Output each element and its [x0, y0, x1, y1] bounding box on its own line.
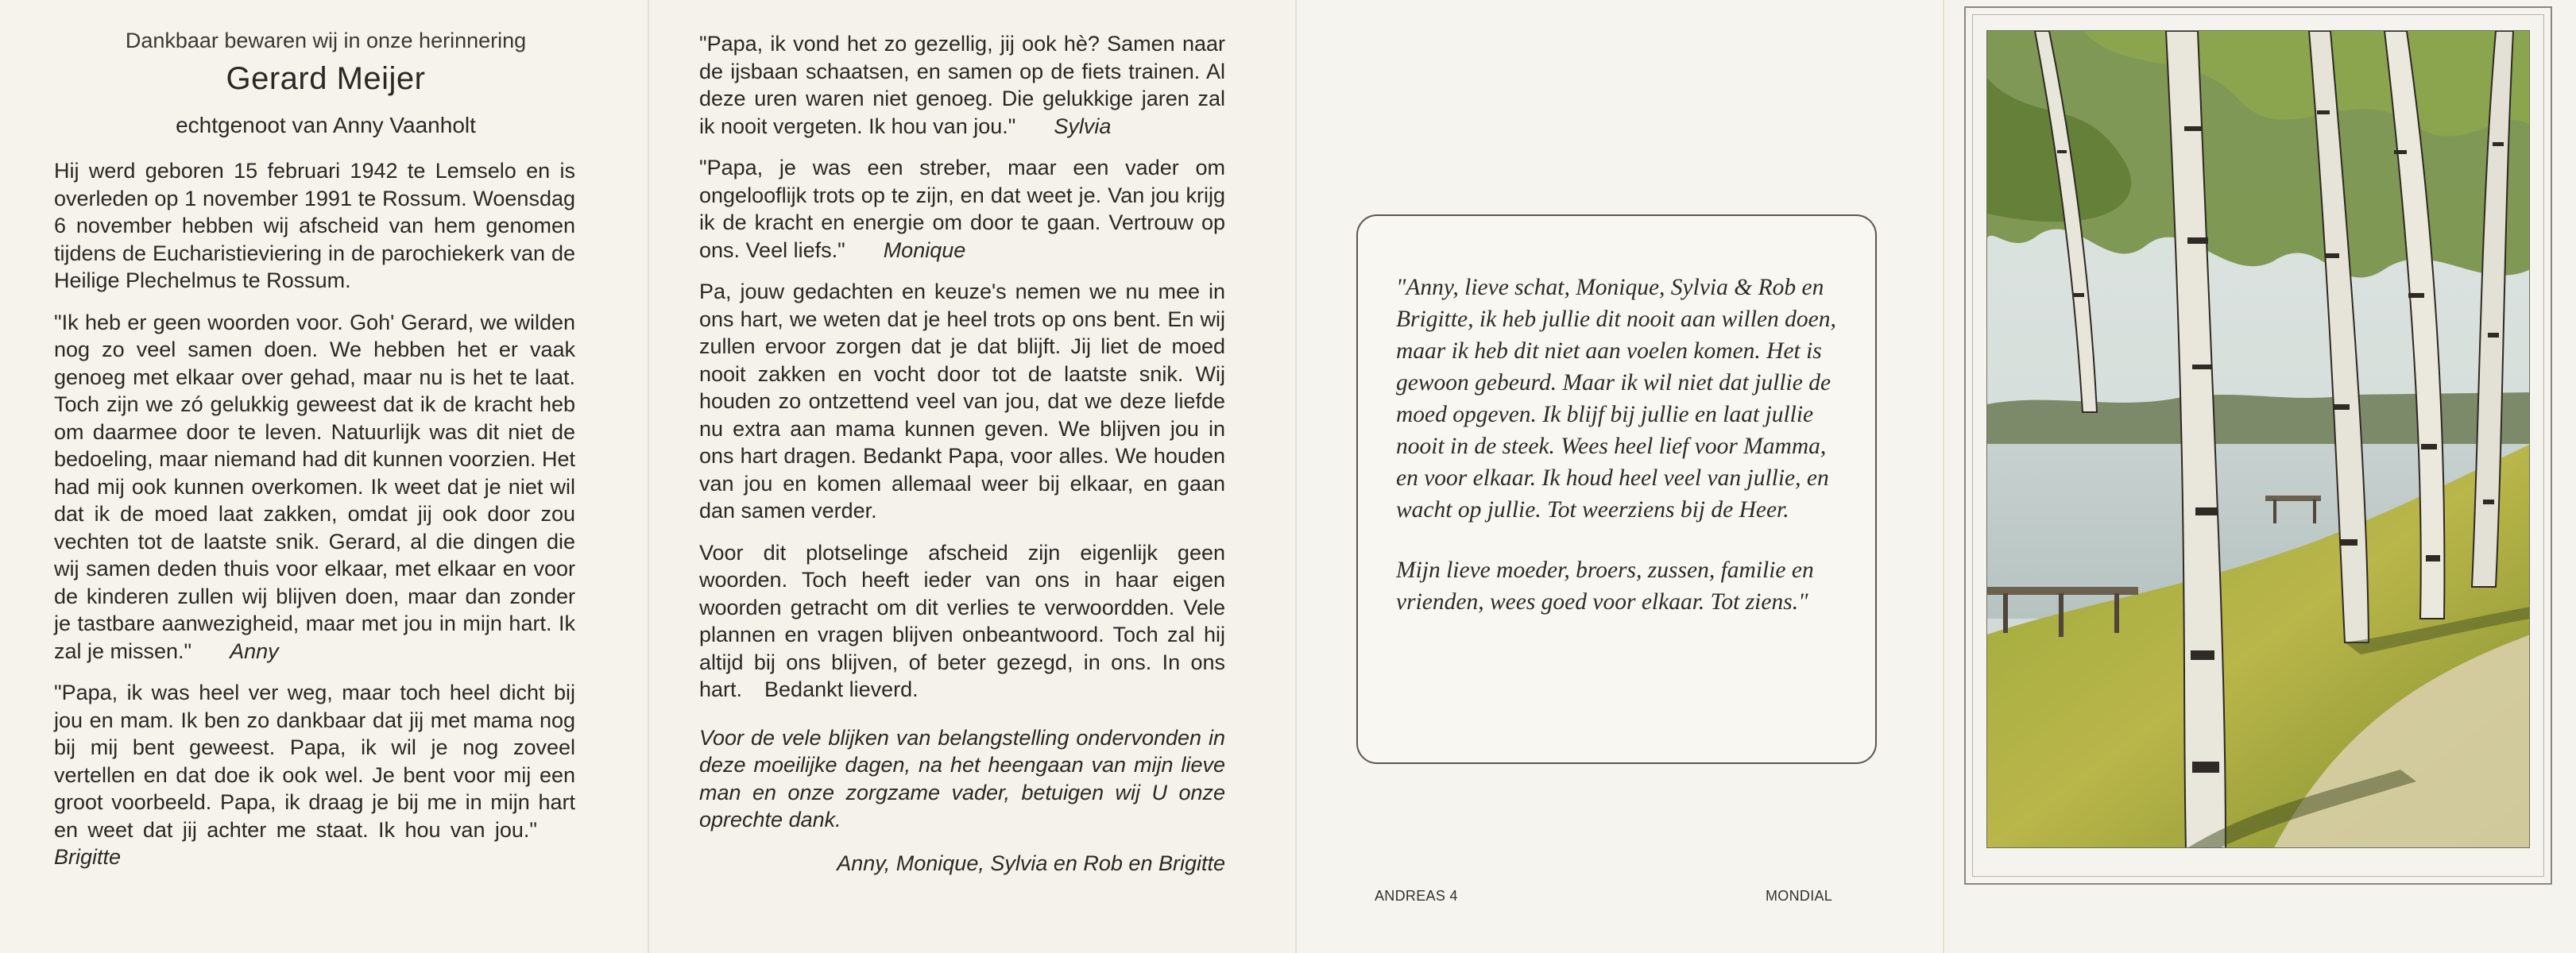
- thanks-line: Bedankt lieverd.: [764, 677, 919, 701]
- signature-brigitte: Brigitte: [54, 845, 122, 869]
- message-sylvia: [699, 30, 1225, 140]
- memorial-header: [56, 24, 596, 138]
- message-text: "Papa, ik vond het zo gezellig, jij ook hè? Samen naar de ijsbaan schaatsen, en samen op de fiets trainen. Al deze uren waren niet genoeg. Die gelukkige jaren zal ik nooit vergeten. Ik hou van jou.": [699, 32, 1225, 138]
- landscape-illustration: [1987, 31, 2530, 848]
- fold-line: [1943, 0, 1944, 953]
- quote-paragraph: "Anny, lieve schat, Monique, Sylvia & Rob en Brigitte, ik heb jullie dit nooit aan willen doen, maar ik heb dit niet aan voelen komen. Het is gewoon gebeurd. Maar ik wil niet dat jullie de moed opgeven. Ik blijf bij jullie en laat jullie nooit in de steek. Wees heel lief voor Mamma, en voor elkaar. Ik houd heel veel van jullie, en wacht op jullie. Tot weerziens bij de Heer.: [1396, 275, 1836, 523]
- fold-line: [1295, 0, 1297, 953]
- message-farewell: [699, 539, 1225, 704]
- panel-2-text: [699, 30, 1225, 876]
- signature-anny: Anny: [230, 639, 279, 663]
- message-anny: [54, 309, 575, 666]
- signature-sylvia: Sylvia: [1054, 114, 1112, 138]
- signature-monique: Monique: [883, 237, 966, 262]
- quote-paragraph: Mijn lieve moeder, broers, zussen, familie en vrienden, wees goed voor elkaar. Tot ziens.": [1396, 558, 1814, 615]
- print-code-label: ANDREAS 4: [1375, 888, 1458, 904]
- message-family: Pa, jouw gedachten en keuze's nemen we nu mee in ons hart, we weten dat je heel trots op ons bent. En wij zullen ervoor zorgen dat je dat blijft. Jij liet de moed nooit zakken en vocht door tot de laatste snik. Wij houden zo ontzettend veel van jou, dat we deze liefde nu extra aan mama kunnen geven. We blijven jou in ons hart dragen. Bedankt Papa, voor alles. We houden van jou en komen allemaal weer bij elkaar, en gaan dan samen verder.: [699, 280, 1225, 523]
- panel-1-text: [54, 157, 575, 885]
- quote-box: [1356, 214, 1877, 764]
- closing-thanks: Voor de vele blijken van belangstelling ondervonden in deze moeilijke dagen, na het heengaan van mijn lieve man en onze zorgzame vader, betuigen wij U onze oprechte dank.: [699, 725, 1225, 831]
- message-text: "Ik heb er geen woorden voor. Goh' Gerard, we wilden nog zo veel samen doen. We hebben het er vaak genoeg met elkaar over gehad, maar nu is het te laat. Toch zijn we zó gelukkig geweest dat ik de kracht heb om daarmee door te leven. Natuurlijk was dit niet de bedoeling, maar niemand had dit kunnen voorzien. Het had mij ook kunnen overkomen. Ik weet dat je niet wil dat ik de moed laat zakken, omdat jij ook door zou vechten tot de laatste snik. Gerard, al die dingen die wij samen deden thuis voor elkaar, met elkaar en voor de kinderen zullen wij blijven doen, maar dan zonder je tastbare aanwezigheid, maar met jou in mijn hart. Ik zal je missen.": [54, 310, 575, 663]
- fold-line: [648, 0, 649, 953]
- printer-label: MONDIAL: [1766, 888, 1833, 904]
- spouse-line: echtgenoot van Anny Vaanholt: [176, 113, 476, 137]
- biography-paragraph: Hij werd geboren 15 februari 1942 te Lemselo en is overleden op 1 november 1991 te Rossum. Woensdag 6 november hebben wij afscheid van hem genomen tijdens de Eucharistieviering in de parochiekerk van de Heilige Plechelmus te Rossum.: [54, 159, 575, 292]
- intro-line: Dankbaar bewaren wij in onze herinnering: [125, 29, 527, 52]
- message-brigitte: [54, 679, 575, 871]
- message-text: "Papa, ik was heel ver weg, maar toch heel dicht bij jou en mam. Ik ben zo dankbaar dat jij met mama nog bij mij bent geweest. Papa, ik wil je nog zoveel vertellen en dat doe ik ook wel. Je bent voor mij een groot voorbeeld. Papa, ik draag je bij me in mijn hart en weet dat jij achter me staat. Ik hou van jou.": [54, 681, 575, 842]
- deceased-name: Gerard Meijer: [226, 61, 426, 96]
- message-text: "Papa, je was een streber, maar een vader om ongelooflijk trots op te zijn, en dat weet je. Van jou krijg ik de kracht en energie om door te gaan. Vertrouw op ons. Veel liefs.": [699, 156, 1225, 262]
- message-text: Voor dit plotselinge afscheid zijn eigenlijk geen woorden. Toch heeft ieder van ons in haar eigen woorden getracht om dit verlies te verwoordden. Vele plannen en vragen blijven onbeantwoord. Toch zal hij altijd bij ons blijven, of beter gezegd, in ons. In ons hart.: [699, 540, 1225, 701]
- message-monique: [699, 154, 1225, 264]
- closing-signature: Anny, Monique, Sylvia en Rob en Brigitte: [837, 851, 1225, 875]
- birch-lake-photo: [1986, 30, 2530, 848]
